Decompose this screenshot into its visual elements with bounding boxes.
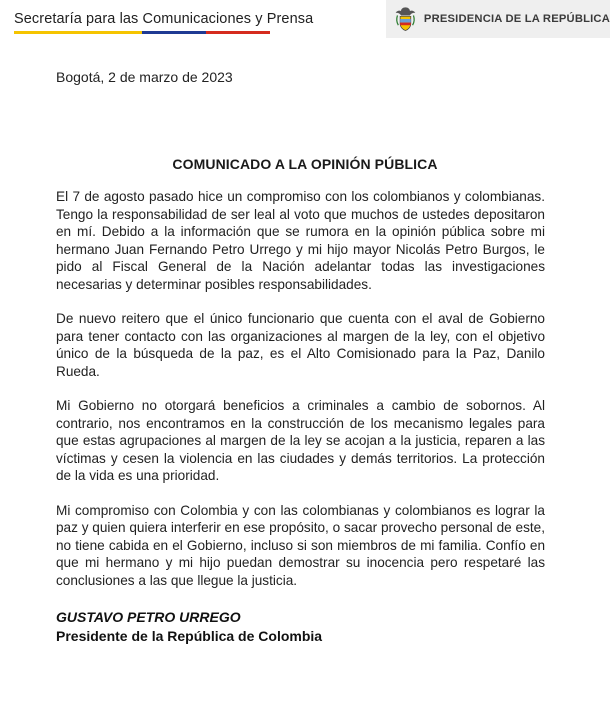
flag-yellow-stripe (14, 31, 142, 34)
document-body (56, 188, 545, 606)
colombia-flag-bar (14, 31, 270, 34)
secretaria-title: Secretaría para las Comunicaciones y Prensa (14, 11, 314, 27)
presidencia-banner (386, 0, 610, 38)
presidencia-label: PRESIDENCIA DE LA REPÚBLICA (423, 13, 610, 25)
date-line: Bogotá, 2 de marzo de 2023 (56, 69, 233, 85)
flag-blue-stripe (142, 31, 206, 34)
paragraph: Mi compromiso con Colombia y con las colombianas y colombianos es lograr la paz y quien quiera interferir en ese propósito, o sacar provecho personal de este, no tiene cabida en el Gobierno, incluso si son miembros de mi familia. Confío en que mi hermano y mi hijo puedan demostrar su inocencia pero respetaré las conclusiones a las que llegue la justicia. (56, 502, 545, 588)
paragraph: El 7 de agosto pasado hice un compromiso con los colombianos y colombianas. Tengo la responsabilidad de ser leal al voto que muchos de ustedes depositaron en mí. Debido a la información que se rumora en la opinión pública sobre mi hermano Juan Fernando Petro Urrego y mi hijo mayor Nicolás Petro Burgos, le pido al Fiscal General de la Nación adelantar todas las investigaciones necesarias y determinar posibles responsabilidades. (56, 189, 545, 292)
paragraph: Mi Gobierno no otorgará beneficios a criminales a cambio de sobornos. Al contrario, nos encontramos en la construcción de los mecanismo legales para que estas agrupaciones al margen de la ley se acojan a la justicia, reparen a las víctimas y cesen la violencia en las ciudades y demás territorios. La protección de la vida es una prioridad. (56, 398, 545, 483)
signature-role: Presidente de la República de Colombia (56, 628, 323, 644)
flag-red-stripe (206, 31, 270, 34)
signature-block (56, 608, 322, 646)
paragraph: De nuevo reitero que el único funcionario que cuenta con el aval de Gobierno para tener contacto con las organizaciones al margen de la ley, con el objetivo único de la búsqueda de la paz, es el Alto Comisionado para la Paz, Danilo Rueda. (56, 311, 545, 379)
secretaria-header (14, 11, 314, 34)
signature-name: GUSTAVO PETRO URREGO (56, 609, 241, 625)
coat-of-arms-icon (393, 4, 418, 34)
document-title: COMUNICADO A LA OPINIÓN PÚBLICA (172, 156, 438, 172)
